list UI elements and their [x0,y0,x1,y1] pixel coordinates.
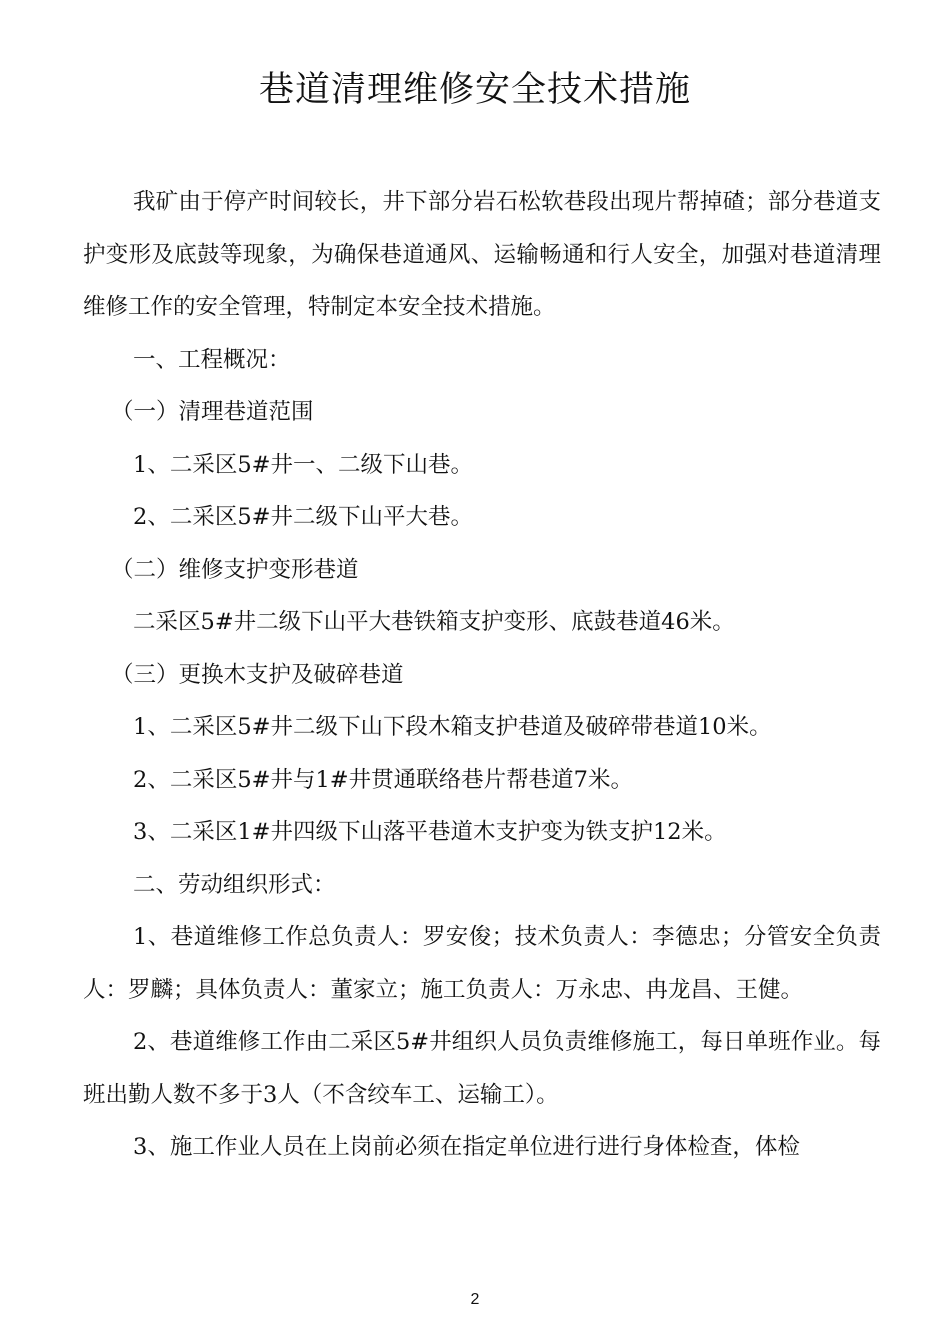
list-item: 1、巷道维修工作总负责人：罗安俊；技术负责人：李德忠；分管安全负责人：罗麟；具体负责人：董家立；施工负责人：万永忠、冉龙昌、王健。 [83,924,881,1003]
list-item: 3、二采区1#井四级下山落平巷道木支护变为铁支护12米。 [133,819,727,845]
document-title: 巷道清理维修安全技术措施 [258,70,691,110]
section-heading-labor-organization: 二、劳动组织形式： [133,871,336,898]
section-heading-overview: 一、工程概况： [133,346,291,373]
list-item: 1、二采区5#井二级下山下段木箱支护巷道及破碎带巷道10米。 [133,714,772,740]
subsection-heading-clearing-scope: （一）清理巷道范围 [111,399,314,425]
list-item: 2、巷道维修工作由二采区5#井组织人员负责维修施工，每日单班作业。每班出勤人数不多于3人（不含绞车工、运输工）。 [83,1029,881,1108]
list-item: 2、二采区5#井与1#井贯通联络巷片帮巷道7米。 [133,766,633,793]
list-item: 3、施工作业人员在上岗前必须在指定单位进行进行身体检查，体检 [133,1134,800,1160]
list-item: 1、二采区5#井一、二级下山巷。 [133,451,473,478]
intro-paragraph: 我矿由于停产时间较长，井下部分岩石松软巷段出现片帮掉碴；部分巷道支护变形及底鼓等现象，为确保巷道通风、运输畅通和行人安全，加强对巷道清理维修工作的安全管理，特制定本安全技术措施。 [83,189,881,320]
page-number: 2 [470,1291,480,1308]
document-body [83,176,881,1174]
subsection-heading-replace-support: （三）更换木支护及破碎巷道 [111,661,404,688]
subsection-heading-repair-deformed: （二）维修支护变形巷道 [111,556,359,583]
list-item: 2、二采区5#井二级下山平大巷。 [133,504,473,530]
body-paragraph: 二采区5#井二级下山平大巷铁箱支护变形、底鼓巷道46米。 [133,609,735,635]
